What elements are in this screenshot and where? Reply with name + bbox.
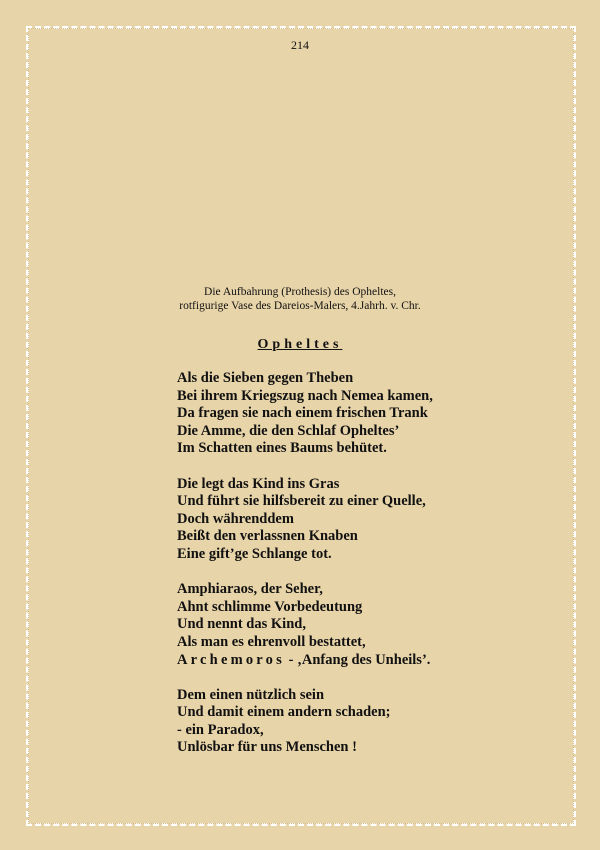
- poem-line: Beißt den verlassnen Knaben: [177, 528, 358, 545]
- poem-line: Als man es ehrenvoll bestattet,: [177, 633, 366, 650]
- poem-stanza: [177, 476, 577, 564]
- poem-line: Da fragen sie nach einem frischen Trank: [177, 405, 428, 422]
- poem-line: Dem einen nützlich sein: [177, 686, 325, 703]
- poem-line: Ahnt schlimme Vorbedeutung: [177, 598, 363, 615]
- poem-line: Die legt das Kind ins Gras: [177, 475, 340, 492]
- poem-line: Und führt sie hilfsbereit zu einer Quelle,: [177, 493, 426, 510]
- poem-line: Doch währenddem: [177, 510, 294, 527]
- poem-body: [177, 370, 577, 775]
- poem-title: Opheltes: [257, 337, 343, 352]
- poem-name-archemoros: Archemoros: [177, 651, 285, 668]
- poem-line: Im Schatten eines Baums behütet.: [177, 440, 387, 457]
- caption-line: Die Aufbahrung (Prothesis) des Opheltes,: [204, 286, 396, 298]
- poem-stanza: [177, 370, 577, 458]
- image-caption: [0, 285, 600, 313]
- poem-stanza: [177, 687, 577, 757]
- poem-line: Und nennt das Kind,: [177, 616, 306, 633]
- poem-line: Bei ihrem Kriegszug nach Nemea kamen,: [177, 387, 433, 404]
- page-number: 214: [291, 38, 309, 52]
- poem-line-suffix: - ‚Anfang des Unheils’.: [284, 651, 431, 668]
- caption-line: rotfigurige Vase des Dareios-Malers, 4.Jahrh. v. Chr.: [179, 300, 421, 312]
- poem-stanza: [177, 581, 577, 669]
- poem-line: [177, 652, 577, 670]
- poem-line: Die Amme, die den Schlaf Opheltes’: [177, 422, 400, 439]
- poem-line: - ein Paradox,: [177, 721, 264, 738]
- poem-line: Unlösbar für uns Menschen !: [177, 739, 357, 756]
- poem-line: Und damit einem andern schaden;: [177, 704, 391, 721]
- poem-line: Eine gift’ge Schlange tot.: [177, 545, 332, 562]
- poem-line: Amphiaraos, der Seher,: [177, 581, 323, 598]
- poem-line: Als die Sieben gegen Theben: [177, 370, 354, 386]
